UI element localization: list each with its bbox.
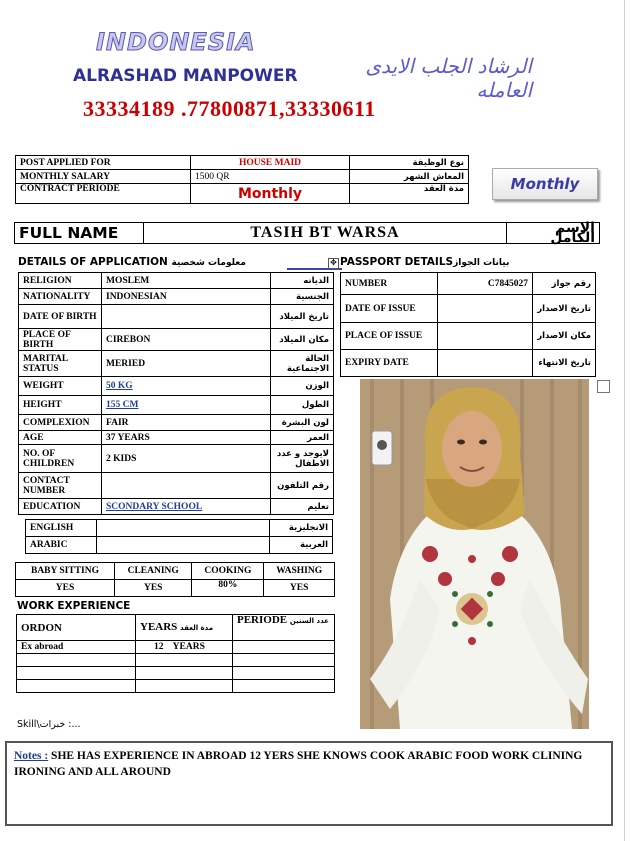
fullname-value: TASIH BT WARSA — [144, 223, 507, 244]
monthly-button[interactable]: Monthly — [492, 168, 598, 200]
expiry-value — [438, 350, 533, 377]
expiry-label: EXPIRY DATE — [341, 350, 438, 377]
weight-value: 50 KG — [102, 377, 271, 396]
salary-value: 1500 QR — [191, 170, 350, 184]
complexion-value: FAIR — [102, 415, 271, 431]
passport-heading: PASSPORT DETAILSبيانات الجواز — [340, 256, 510, 268]
passport-number-label-ar: رقم جواز — [533, 273, 596, 295]
notes-text: SHE HAS EXPERIENCE IN ABROAD 12 YERS SHE KNOWS COOK ARABIC FOOD WORK CLINING IRONING AND ALL AROUND — [14, 750, 583, 778]
post-label: POST APPLIED FOR — [16, 156, 191, 170]
english-label: ENGLISH — [26, 520, 97, 537]
passport-number-label: NUMBER — [341, 273, 438, 295]
religion-value: MOSLEM — [102, 273, 271, 289]
nationality-label-ar: الجنسية — [271, 289, 334, 305]
dob-label: DATE OF BIRTH — [19, 305, 102, 329]
arabic-value — [97, 537, 270, 554]
skill-value-cooking: 80% — [192, 580, 264, 597]
height-value: 155 CM — [102, 396, 271, 415]
post-label-ar: نوع الوظيفة — [350, 156, 469, 170]
move-handle-icon[interactable]: ✥ — [328, 258, 339, 269]
notes-box — [5, 741, 613, 826]
page-edge-line — [624, 0, 625, 841]
weight-label-ar: الوزن — [271, 377, 334, 396]
education-label: EDUCATION — [19, 499, 102, 515]
expiry-label-ar: تاريخ الانتهاء — [533, 350, 596, 377]
education-value: SCONDARY SCHOOL — [102, 499, 271, 515]
children-label: NO. OF CHILDREN — [19, 445, 102, 473]
height-label-ar: الطول — [271, 396, 334, 415]
dob-label-ar: تاريخ الميلاد — [271, 305, 334, 329]
work-row-years: 12 YEARS — [136, 641, 233, 654]
post-value: HOUSE MAID — [191, 156, 350, 170]
contact-label-ar: رقم التلفون — [271, 473, 334, 499]
skill-header-babysitting: BABY SITTING — [16, 563, 115, 580]
marital-label-ar: الحالة الاجتماعية — [271, 351, 334, 377]
marital-label: MARITAL STATUS — [19, 351, 102, 377]
languages-table — [25, 519, 333, 554]
arabic-label: ARABIC — [26, 537, 97, 554]
pob-label-ar: مكان الميلاد — [271, 329, 334, 351]
work-row-period — [233, 641, 335, 654]
skills-table — [15, 562, 335, 597]
applicant-photo — [360, 379, 589, 729]
notes-label: Notes : — [14, 750, 49, 762]
fullname-table — [14, 222, 600, 244]
contract-label: CONTRACT PERIODE — [16, 184, 191, 204]
work-heading: WORK EXPERIENCE — [17, 600, 131, 612]
children-value: 2 KIDS — [102, 445, 271, 473]
pob-label: PLACE OF BIRTH — [19, 329, 102, 351]
skill-header-cleaning: CLEANING — [115, 563, 192, 580]
weight-label: WEIGHT — [19, 377, 102, 396]
issue-place-label-ar: مكان الاصدار — [533, 323, 596, 350]
height-label: HEIGHT — [19, 396, 102, 415]
dob-value — [102, 305, 271, 329]
arabic-label-ar: العربية — [270, 537, 333, 554]
pob-value: CIREBON — [102, 329, 271, 351]
salary-label-ar: المعاش الشهر — [350, 170, 469, 184]
work-col-period: PERIODE عدد السنين — [233, 615, 335, 641]
table-row — [17, 667, 335, 680]
work-table — [16, 614, 335, 693]
religion-label-ar: الديانه — [271, 273, 334, 289]
skill-header-cooking: COOKING — [192, 563, 264, 580]
skill-line: Skill\خبرات :... — [17, 719, 81, 730]
checkbox[interactable] — [597, 380, 610, 393]
country-title: INDONESIA — [96, 28, 256, 56]
contract-value: Monthly — [191, 184, 350, 204]
age-value: 37 YEARS — [102, 431, 271, 445]
english-value — [97, 520, 270, 537]
table-row — [17, 680, 335, 693]
table-row — [17, 654, 335, 667]
agency-name-arabic: الرشاد الجلب الايدى العامله — [365, 54, 532, 102]
details-table — [18, 272, 334, 515]
issue-date-label: DATE OF ISSUE — [341, 295, 438, 323]
religion-label: RELIGION — [19, 273, 102, 289]
skill-value-babysitting: YES — [16, 580, 115, 597]
issue-place-value — [438, 323, 533, 350]
phone-numbers: 33334189 .77800871,33330611 — [83, 96, 376, 121]
contact-label: CONTACT NUMBER — [19, 473, 102, 499]
skill-value-washing: YES — [264, 580, 335, 597]
english-label-ar: الانجليزية — [270, 520, 333, 537]
work-row-country: Ex abroad — [17, 641, 136, 654]
age-label-ar: العمر — [271, 431, 334, 445]
contract-label-ar: مدة العقد — [350, 184, 469, 204]
skill-header-washing: WASHING — [264, 563, 335, 580]
contact-value — [102, 473, 271, 499]
nationality-label: NATIONALITY — [19, 289, 102, 305]
skill-value-cleaning: YES — [115, 580, 192, 597]
fullname-label-ar: الاسم الكامل — [507, 223, 600, 244]
age-label: AGE — [19, 431, 102, 445]
work-col-years: YEARS مدة العقد — [136, 615, 233, 641]
issue-place-label: PLACE OF ISSUE — [341, 323, 438, 350]
complexion-label: COMPLEXION — [19, 415, 102, 431]
issue-date-label-ar: تاريخ الاصدار — [533, 295, 596, 323]
salary-label: MONTHLY SALARY — [16, 170, 191, 184]
passport-table — [340, 272, 596, 377]
children-label-ar: لايوجد و عدد الاطفال — [271, 445, 334, 473]
job-table — [15, 155, 469, 204]
applicant-photo-drawing — [360, 379, 589, 729]
nationality-value: INDONESIAN — [102, 289, 271, 305]
fullname-label: FULL NAME — [15, 223, 144, 244]
education-label-ar: تعليم — [271, 499, 334, 515]
complexion-label-ar: لون البشرة — [271, 415, 334, 431]
work-col-country: ORDON — [17, 615, 136, 641]
marital-value: MERIED — [102, 351, 271, 377]
issue-date-value — [438, 295, 533, 323]
agency-name: ALRASHAD MANPOWER — [73, 66, 298, 86]
passport-number-value: C7845027 — [438, 273, 533, 295]
application-heading: DETAILS OF APPLICATION معلومات شخصية — [18, 256, 246, 268]
